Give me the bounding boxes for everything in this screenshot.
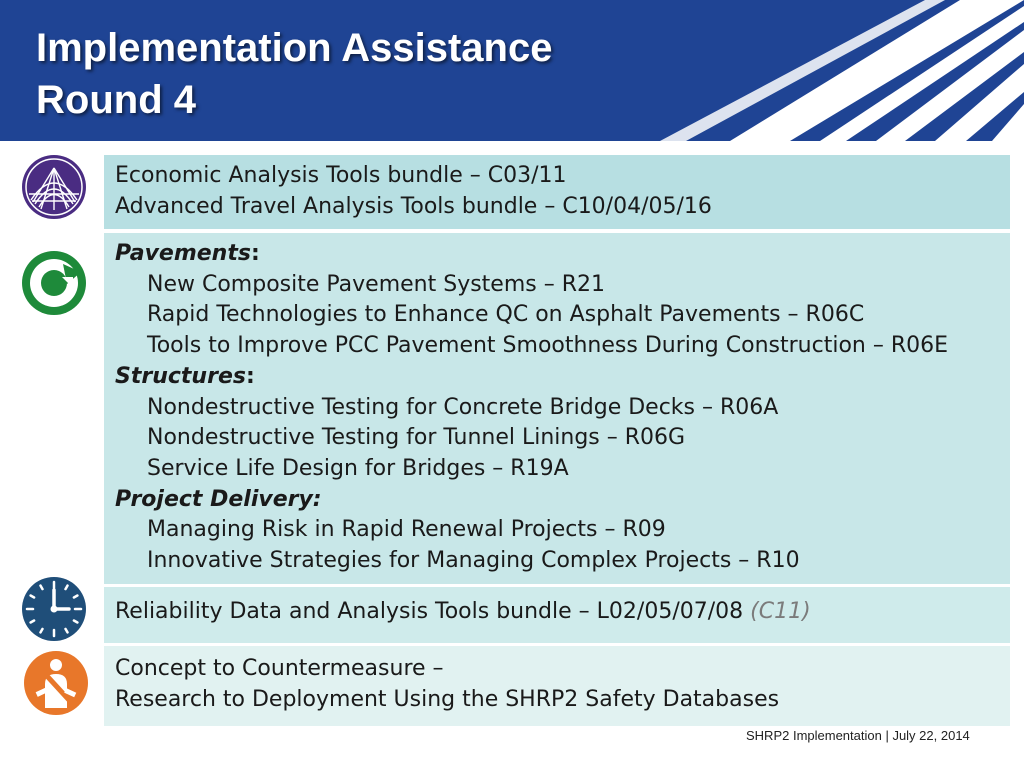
list-item: Nondestructive Testing for Concrete Bridge Decks – R06A xyxy=(147,394,779,420)
list-item: Tools to Improve PCC Pavement Smoothness During Construction – R06E xyxy=(147,333,949,359)
title-line-1: Implementation Assistance xyxy=(36,26,553,70)
row-1-line-1: Economic Analysis Tools bundle – C03/11 xyxy=(115,163,567,188)
page-title xyxy=(36,22,552,126)
list-item: New Composite Pavement Systems – R21 xyxy=(147,271,605,297)
row-4-line-1: Concept to Countermeasure – xyxy=(115,656,444,681)
footer-text: SHRP2 Implementation | July 22, 2014 xyxy=(746,728,970,743)
list-item: Innovative Strategies for Managing Complex Projects – R10 xyxy=(147,548,800,574)
category-heading-structures xyxy=(115,362,1010,393)
reliability-clock-icon xyxy=(21,576,87,642)
row-3-tag: (C11) xyxy=(750,599,811,624)
row-3-text: Reliability Data and Analysis Tools bundle – L02/05/07/08 xyxy=(115,599,744,624)
category-heading-project-delivery xyxy=(115,485,1010,516)
row-renewal xyxy=(104,233,1010,584)
list-item: Rapid Technologies to Enhance QC on Asphalt Pavements – R06C xyxy=(147,302,865,328)
renewal-arrow-icon xyxy=(21,250,87,316)
row-1-line-2: Advanced Travel Analysis Tools bundle – C10/04/05/16 xyxy=(115,193,712,219)
category-label: Project Delivery: xyxy=(115,486,322,512)
row-reliability xyxy=(104,587,1010,643)
row-capacity xyxy=(104,155,1010,229)
category-colon: : xyxy=(245,363,255,389)
list-item: Service Life Design for Bridges – R19A xyxy=(147,455,569,481)
category-heading-pavements xyxy=(115,239,1010,270)
safety-seatbelt-icon xyxy=(23,650,89,716)
list-item: Managing Risk in Rapid Renewal Projects – R09 xyxy=(147,517,666,543)
category-label: Structures xyxy=(115,363,246,389)
list-item: Nondestructive Testing for Tunnel Linings – R06G xyxy=(147,425,686,451)
capacity-network-icon xyxy=(21,154,87,220)
row-4-line-2: Research to Deployment Using the SHRP2 Safety Databases xyxy=(115,686,780,712)
category-colon: : xyxy=(250,241,260,266)
row-3-line xyxy=(115,597,1010,628)
header-banner xyxy=(0,0,1024,141)
row-safety xyxy=(104,646,1010,726)
category-label: Pavements xyxy=(115,241,251,266)
title-line-2: Round 4 xyxy=(36,78,196,122)
